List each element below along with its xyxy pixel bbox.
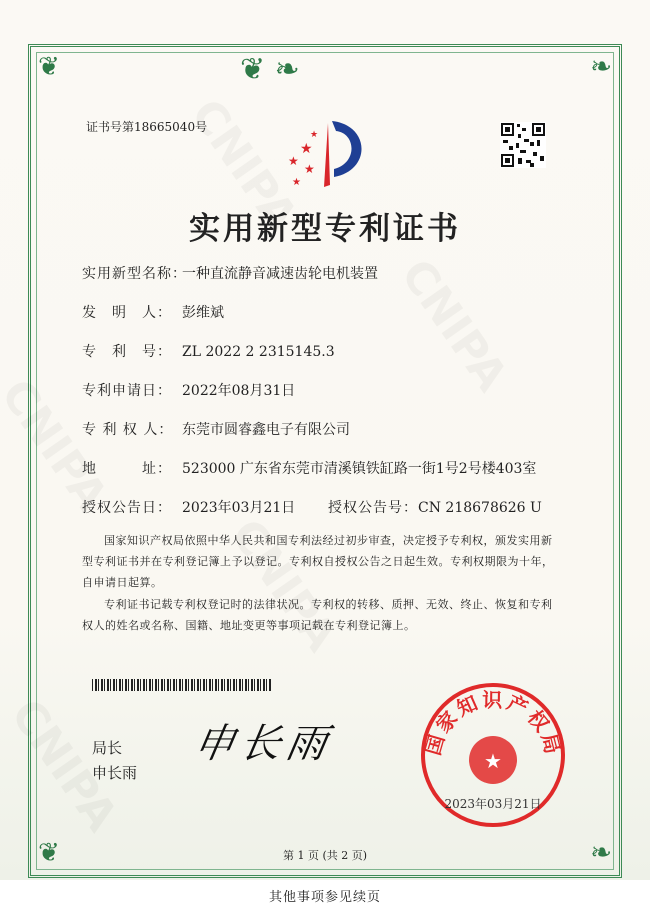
svg-text:国家知识产权局: 国家知识产权局 [420,687,566,760]
svg-text:★: ★ [292,177,301,188]
svg-text:★: ★ [300,141,313,157]
official-seal [418,680,568,830]
field-value: ZL 2022 2 2315145.3 [182,344,335,360]
field-label: 授权公告号： [328,500,418,516]
announce-row [328,497,542,517]
footer-note: 其他事项参见续页 [268,890,381,905]
field-row [82,380,295,400]
field-row [82,263,378,283]
corner-ornament-icon: ❧ [590,52,612,82]
field-value: 2023年03月21日 [182,500,296,516]
corner-ornament-icon: ❦ [38,52,60,82]
page-info: 第 1 页 (共 2 页) [282,849,368,862]
field-label: 实用新型名称： [82,266,187,282]
field-value: 523000 广东省东莞市清溪镇铁缸路一街1号2号楼403室 [182,461,537,477]
field-value: CN 218678626 U [418,500,542,516]
certificate-number: 证书号第18665040号 [86,120,208,134]
field-value: 东莞市圆睿鑫电子有限公司 [182,422,350,438]
signer-title: 局长 [92,739,123,757]
field-label: 地 址： [82,461,172,477]
field-row [82,302,224,322]
paragraph: 国家知识产权局依照中华人民共和国专利法经过初步审查，决定授予专利权，颁发实用新型专利证书并在专利登记簿上予以登记。专利权自授权公告之日起生效。专利权期限为十年，自申请日起算。 [82,534,554,589]
svg-text:★: ★ [288,154,299,168]
field-label: 专利申请日： [82,383,172,399]
field-label: 专 利 号： [82,344,172,360]
field-row [82,497,295,517]
field-label: 授权公告日： [82,500,172,516]
certificate-title: 实用新型专利证书 [189,211,461,247]
field-label: 发 明 人： [82,305,172,321]
svg-text:★: ★ [304,162,315,176]
signature: 申长雨 [190,721,337,767]
corner-ornament-icon: ❧ [590,838,612,868]
top-ornament-icon: ❦ ❧ [240,52,300,87]
svg-text:★: ★ [484,749,502,773]
field-value: 一种直流静音减速齿轮电机装置 [182,266,378,282]
qr-code [500,122,546,168]
paragraph: 专利证书记载专利权登记时的法律状况。专利权的转移、质押、无效、终止、恢复和专利权人的姓名或名称、国籍、地址变更等事项记载在专利登记簿上。 [82,598,553,632]
field-value: 彭维斌 [182,305,224,321]
field-label: 专 利 权 人： [82,422,174,438]
field-row [82,458,536,478]
seal-date: 2023年03月21日 [444,797,542,811]
field-value: 2022年08月31日 [182,383,296,399]
signer-name: 申长雨 [92,764,138,782]
svg-text:★: ★ [310,130,319,140]
field-row [82,419,350,439]
field-row [82,341,335,361]
cnipa-logo [280,115,370,195]
corner-ornament-icon: ❦ [38,838,60,868]
barcode [92,679,272,691]
